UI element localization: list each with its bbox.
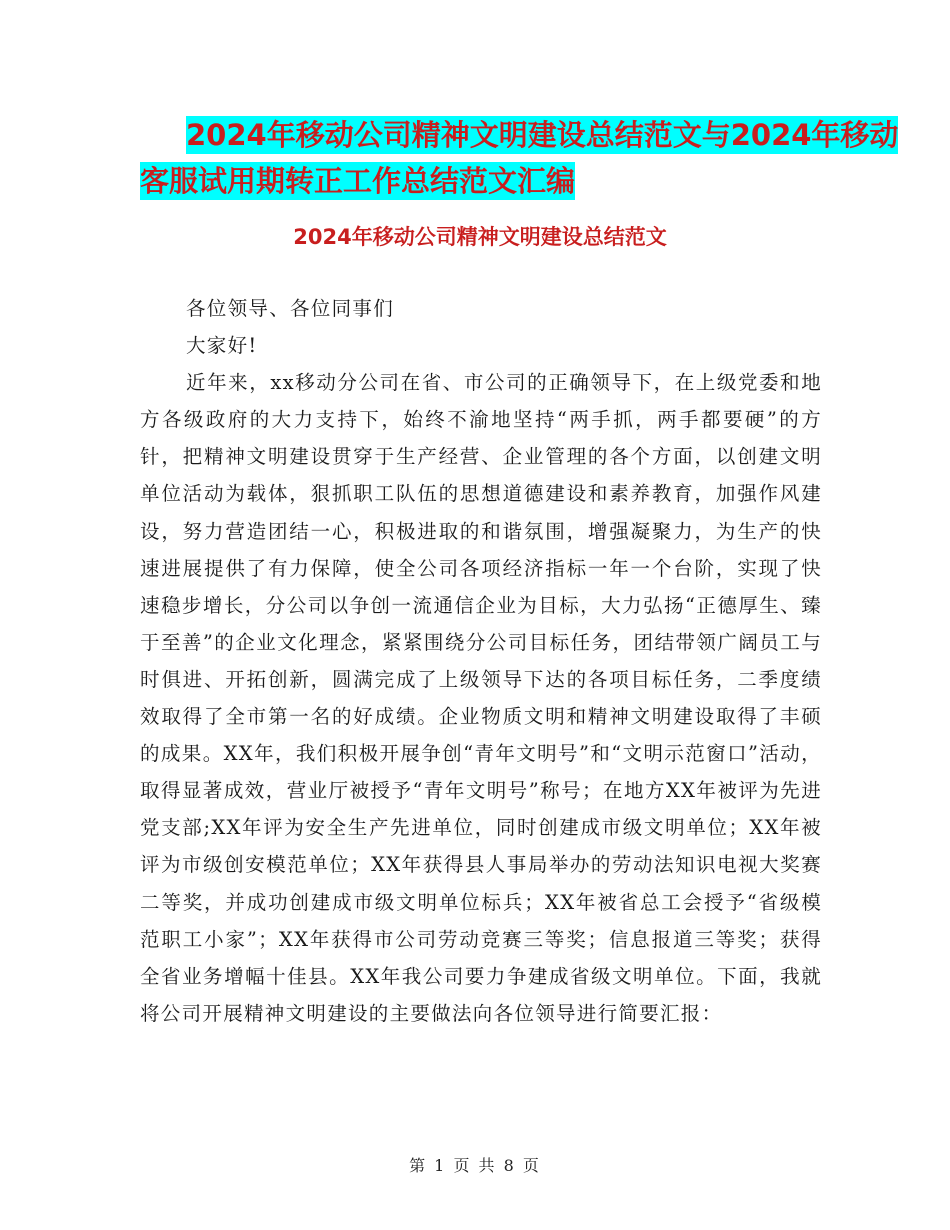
section-title: 2024年移动公司精神文明建设总结范文 <box>293 225 667 249</box>
page-footer: 第 1 页 共 8 页 <box>409 1156 541 1175</box>
title-line-1: 2024年移动公司精神文明建设总结范文与2024年移动 <box>186 118 899 152</box>
body-paragraph: 近年来，xx移动分公司在省、市公司的正确领导下，在上级党委和地方各级政府的大力支持下，始终不渝地坚持“两手抓，两手都要硬”的方针，把精神文明建设贯穿于生产经营、企业管理的各个方面，以创建文明单位活动为载体，狠抓职工队伍的思想道德建设和素养教育，加强作风建设，努力营造团结一心，积极进取的和谐氛围，增强凝聚力，为生产的快速进展提供了有力保障，使全公司各项经济指标一年一个台阶，实现了快速稳步增长，分公司以争创一流通信企业为目标，大力弘扬“正德厚生、臻于至善”的企业文化理念，紧紧围绕分公司目标任务，团结带领广阔员工与时俱进、开拓创新，圆满完成了上级领导下达的各项目标任务，二季度绩效取得了全市第一名的好成绩。企业物质文明和精神文明建设取得了丰硕的成果。XX年，我们积极开展争创“青年文明号”和“文明示范窗口”活动，取得显著成效，营业厅被授予“青年文明号”称号；在地方XX年被评为先进党支部;XX年评为安全生产先进单位，同时创建成市级文明单位；XX年被评为市级创安模范单位；XX年获得县人事局举办的劳动法知识电视大奖赛二等奖，并成功创建成市级文明单位标兵；XX年被省总工会授予“省级模范职工小家”；XX年获得市公司劳动竞赛三等奖；信息报道三等奖；获得全省业务增幅十佳县。XX年我公司要力争建成省级文明单位。下面，我就将公司开展精神文明建设的主要做法向各位领导进行简要汇报： <box>140 371 822 1025</box>
title-line-2: 客服试用期转正工作总结范文汇编 <box>140 164 576 198</box>
document-title <box>140 112 899 204</box>
greeting: 大家好! <box>186 334 258 358</box>
salutation: 各位领导、各位同事们 <box>186 297 395 320</box>
document-body <box>140 290 822 1032</box>
